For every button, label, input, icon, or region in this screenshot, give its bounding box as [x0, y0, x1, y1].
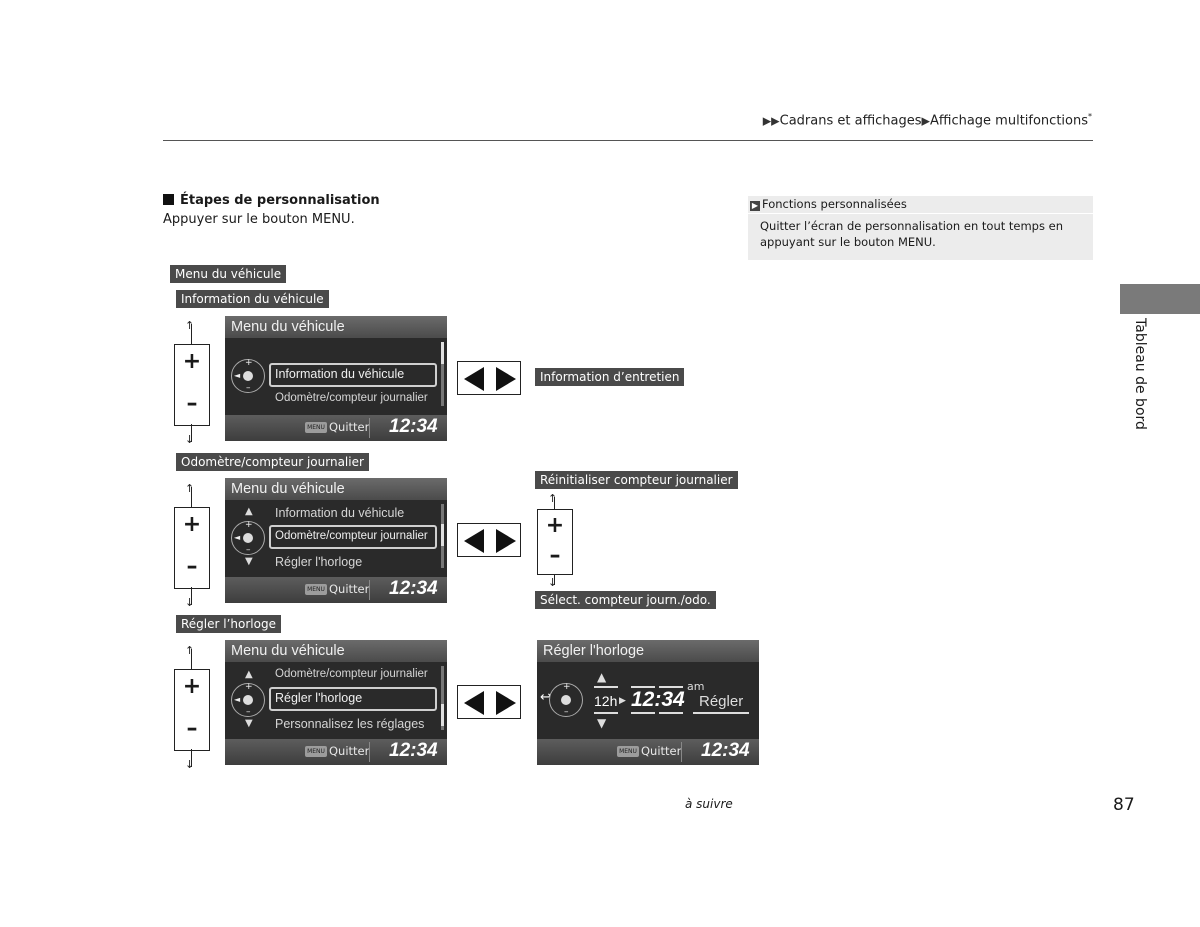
intro-text: Appuyer sur le bouton MENU. [163, 212, 355, 227]
clock-time: 12:34 [389, 416, 438, 437]
screen-title: Régler l'horloge [537, 640, 759, 662]
quit-label: Quitter [329, 420, 370, 434]
plus-minus-button[interactable] [174, 669, 210, 751]
minus-icon[interactable]: – [186, 391, 198, 416]
screen-footer [225, 739, 447, 765]
left-right-buttons-3[interactable] [457, 685, 521, 719]
section-title-text: Étapes de personnalisation [180, 193, 380, 208]
plus-icon[interactable]: + [545, 513, 565, 538]
label-odometre: Odomètre/compteur journalier [176, 453, 369, 471]
arrow-down-icon: ▼ [597, 716, 607, 730]
selector-knob-icon: + ◄ – [231, 683, 265, 717]
menu-item-above[interactable]: Odomètre/compteur journalier [275, 668, 428, 680]
screen-footer [225, 415, 447, 441]
left-right-buttons-2[interactable] [457, 523, 521, 557]
arrow-left-icon[interactable] [464, 691, 484, 715]
sidebar-note [748, 196, 1093, 260]
plus-icon[interactable]: + [182, 674, 202, 699]
plus-minus-button[interactable] [537, 509, 573, 575]
menu-item-below[interactable]: Personnalisez les réglages [275, 717, 425, 731]
label-select-compteur: Sélect. compteur journ./odo. [535, 591, 716, 609]
arrow-down-icon: ▼ [245, 556, 253, 567]
set-option[interactable]: Régler [699, 693, 744, 710]
scrollbar [441, 504, 444, 568]
screen-title: Menu du véhicule [225, 640, 447, 662]
arrow-up-icon: ▲ [245, 506, 253, 517]
menu-button-icon: MENU [617, 746, 639, 757]
label-information-vehicule: Information du véhicule [176, 290, 329, 308]
sidebar-note-body: Quitter l’écran de personnalisation en tout temps en appuyant sur le bouton MENU. [760, 219, 1063, 249]
arrow-left-icon[interactable] [464, 529, 484, 553]
plus-minus-control-4 [537, 493, 573, 589]
triangle-right-icon: ▶ [619, 696, 626, 706]
continue-note: à suivre [685, 797, 733, 811]
screen-title: Menu du véhicule [225, 478, 447, 500]
section-title [163, 193, 380, 208]
back-arrow-icon: ↩ [540, 690, 551, 705]
plus-minus-button[interactable] [174, 344, 210, 426]
arrow-down-icon: ▼ [245, 718, 253, 729]
label-regler-horloge: Régler l’horloge [176, 615, 281, 633]
display-screen-2 [225, 478, 447, 603]
menu-item-selected[interactable]: Régler l'horloge [275, 691, 363, 705]
arrow-down-icon: ↓ [185, 596, 195, 609]
label-menu-vehicule: Menu du véhicule [170, 265, 286, 283]
scrollbar [441, 666, 444, 730]
menu-button-icon: MENU [305, 422, 327, 433]
minus-icon[interactable]: – [186, 554, 198, 579]
selector-knob-icon: + ◄ – [231, 359, 265, 393]
plus-minus-button[interactable] [174, 507, 210, 589]
arrow-right-icon[interactable] [496, 367, 516, 391]
arrow-right-icon[interactable] [496, 529, 516, 553]
triangle-right-icon: ▶▶ [762, 114, 780, 128]
page-number: 87 [1113, 795, 1135, 815]
clock-mode[interactable]: 12h [594, 693, 618, 709]
label-reinitialiser: Réinitialiser compteur journalier [535, 471, 738, 489]
display-screen-clock [537, 640, 759, 765]
display-screen-3 [225, 640, 447, 765]
screen-footer [225, 577, 447, 603]
quit-label: Quitter [641, 744, 682, 758]
quit-label: Quitter [329, 744, 370, 758]
note-arrow-icon: ▶ [751, 201, 759, 210]
screen-footer [537, 739, 759, 765]
menu-item-below[interactable]: Régler l'horloge [275, 555, 363, 569]
selector-knob-icon: + ◄ – [231, 521, 265, 555]
selector-knob-icon: + – [549, 683, 583, 717]
square-bullet-icon [163, 194, 174, 205]
plus-icon[interactable]: + [182, 512, 202, 537]
plus-icon[interactable]: + [182, 349, 202, 374]
chapter-tab [1120, 284, 1200, 314]
arrow-up-icon: ↑ [185, 644, 195, 657]
header-rule [163, 140, 1093, 141]
plus-minus-control-2 [174, 483, 210, 609]
quit-label: Quitter [329, 582, 370, 596]
sidebar-note-header [748, 196, 1093, 214]
arrow-up-icon: ↑ [185, 319, 195, 332]
menu-button-icon: MENU [305, 746, 327, 757]
minus-icon[interactable]: – [186, 716, 198, 741]
arrow-down-icon: ↓ [548, 576, 558, 589]
breadcrumb-item-1: Cadrans et affichages [779, 113, 922, 129]
scrollbar [441, 342, 444, 406]
menu-item-selected[interactable]: Odomètre/compteur journalier [275, 530, 428, 542]
menu-button-icon: MENU [305, 584, 327, 595]
sidebar-note-title: Fonctions personnalisées [762, 197, 907, 211]
arrow-up-icon: ↑ [185, 482, 195, 495]
arrow-left-icon[interactable] [464, 367, 484, 391]
clock-value[interactable]: 12:34 [631, 688, 685, 711]
breadcrumb-item-2: Affichage multifonctions [929, 113, 1088, 129]
arrow-down-icon: ↓ [185, 433, 195, 446]
triangle-right-icon: ▶ [921, 114, 930, 128]
screen-title: Menu du véhicule [225, 316, 447, 338]
breadcrumb [763, 112, 1092, 128]
asterisk: * [1088, 112, 1092, 121]
clock-time: 12:34 [389, 578, 438, 599]
clock-time: 12:34 [701, 740, 750, 761]
label-information-entretien: Information d’entretien [535, 368, 684, 386]
arrow-up-icon: ▲ [597, 670, 607, 684]
ampm-indicator: am [687, 680, 705, 693]
arrow-right-icon[interactable] [496, 691, 516, 715]
arrow-down-icon: ↓ [185, 758, 195, 771]
clock-time: 12:34 [389, 740, 438, 761]
left-right-buttons-1[interactable] [457, 361, 521, 395]
chapter-title: Tableau de bord [1132, 318, 1148, 430]
display-screen-1 [225, 316, 447, 441]
plus-minus-control-3 [174, 645, 210, 771]
arrow-up-icon: ↑ [548, 492, 558, 505]
menu-item-below[interactable]: Odomètre/compteur journalier [275, 392, 428, 404]
plus-minus-control-1 [174, 320, 210, 446]
arrow-up-icon: ▲ [245, 669, 253, 680]
minus-icon[interactable]: – [549, 543, 561, 568]
menu-item-selected[interactable]: Information du véhicule [275, 367, 405, 381]
menu-item-above[interactable]: Information du véhicule [275, 506, 405, 520]
